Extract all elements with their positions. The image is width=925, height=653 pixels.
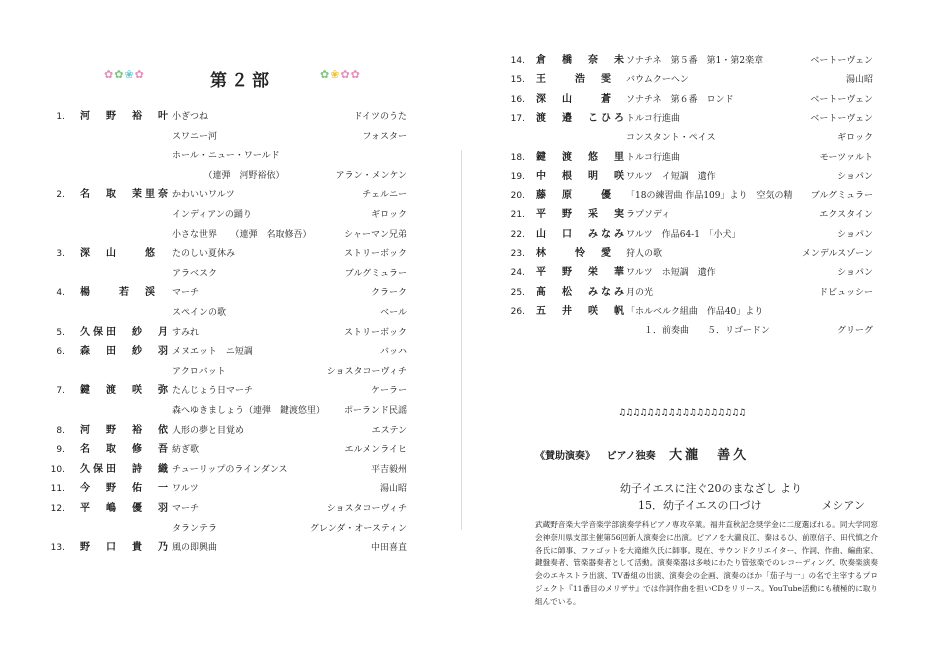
performer-name: 森 田 紗 羽 [80,346,171,358]
performer-name: 河 野 裕 依 [80,424,171,436]
program-row [0,363,462,381]
piece-title: ワルツ ホ短調 遺作 [626,268,716,279]
composer-name: ベートーヴェン [810,113,873,124]
performer-name: 久保田 詩 織 [80,463,171,475]
piece-title: アクロバット [172,366,226,377]
program-number: 3. [56,249,65,260]
composer-name: ギロック [371,210,407,220]
program-number: 13. [50,543,65,554]
left-page [0,0,462,653]
composer-name: ギロック [837,133,873,144]
composer-name: ブルグミュラー [810,191,873,202]
piece-title: コンスタント・ペイス [626,133,716,144]
composer-name: 平吉毅州 [370,464,407,475]
guest-instrument: ピアノ独奏 [606,451,656,462]
composer-name: チェルニー [362,190,407,201]
composer-name: グレンダ・オースティン [309,523,407,534]
piece-title: 小さな世界 （連弾 名取修吾） [172,229,312,240]
performer-name: 鍵 渡 悠 里 [536,151,627,163]
piece-title: たのしい夏休み [172,249,236,260]
program-row [463,168,925,186]
program-row [0,324,462,342]
program-row [0,206,462,224]
composer-name: クラーク [370,288,407,299]
composer-name: エクスタイン [819,210,873,221]
program-row [463,71,925,89]
program-row [0,265,462,283]
performer-name: 平 野 栄 華 [536,267,627,279]
program-row [0,186,462,204]
composer-name: ショパン [837,171,873,182]
piece-title: 紡ぎ歌 [172,445,200,456]
piece-title: ワルツ [172,484,199,495]
performer-name: 王 浩 雯 [536,74,614,86]
piece-title: マーチ [172,504,200,514]
composer-name: メンデルスゾーン [801,249,873,259]
program-row [463,110,925,128]
composer-name: ドイツのうた [353,112,407,122]
program-row [0,520,462,538]
composer-name: ショスタコーヴィチ [326,504,407,514]
guest-work-title: 幼子イエスに注ぐ20のまなざし より [620,482,803,495]
program-row [0,226,462,244]
program-row [0,245,462,263]
program-number: 16. [510,94,525,105]
program-row [463,206,925,224]
piece-title: トルコ行進曲 [626,152,681,163]
composer-name: モーツァルト [819,152,873,163]
program-number: 5. [56,327,65,338]
composer-name: ドビュッシー [818,287,873,298]
piece-title: ワルツ 作品64-1 「小犬」 [626,229,741,240]
piece-title: チューリップのラインダンス [172,464,288,475]
program-row [463,322,925,340]
piece-title: ラプソディ [626,210,671,221]
program-number: 24. [510,268,525,279]
piece-title: 「18の練習曲 作品109」より 空気の精 [626,191,793,202]
piece-title: バウムクーヘン [626,75,689,86]
piece-title: 人形の夢と目覚め [172,425,245,436]
program-row [463,91,925,109]
program-number: 26. [510,306,525,317]
program-number: 8. [56,425,65,436]
program-number: 25. [510,287,525,298]
program-row [463,264,925,282]
performer-name: 久保田 紗 月 [80,326,171,338]
page-title: 第２部 [210,71,273,91]
performer-name: 髙 松 みなみ [536,286,627,298]
piece-title: スワニー河 [172,131,218,142]
piece-title: ホール・ニュー・ワールド [172,151,280,162]
guest-label: 《賛助演奏》 [535,451,595,462]
composer-name: ベートーヴェン [810,94,873,105]
program-row [463,303,925,321]
program-row [0,167,462,185]
piece-title: （連弾 河野裕依） [172,170,285,181]
guest-biography: 武蔵野音楽大学音楽学部演奏学科ピアノ専攻卒業。福井直秋記念奨学金に二度選ばれる。同大学同窓会神奈川県支部主催第56回新人演奏会に出演。ピアノを大瀧良江、秦はるひ、前原信子、田代慎之介各氏に師事、ファゴットを大滝維久氏に師事。現在、サウンドクリエイター、作詞、作曲、編曲家、鍵盤奏者、管楽器奏者として活動。演奏楽器は多岐にわたり管弦楽でのレコーディング、吹奏楽演奏会のエキストラ出演、TV番組の出演、演奏会の企画、演奏のほか「茄子与一」の名で主宰するプロジェクト『11番目のメリザサ』では作詞作曲を担いCDをリリース。YouTube活動にも積極的に取り組んでいる。 [535,520,878,606]
composer-name: ベール [380,308,407,318]
program-row [463,226,925,244]
composer-name: フォスター [362,131,407,142]
piece-title: 風の即興曲 [172,543,218,554]
program-row [0,108,462,126]
performer-name: 山 口 みなみ [536,228,627,240]
piece-title: アラベスク [172,268,218,279]
program-row [0,304,462,322]
guest-work-composer: メシアン [821,499,865,512]
composer-name: ストリーボック [343,249,407,260]
performer-name: 楊 若 渓 [80,287,158,299]
piece-title: ソナチネ 第５番 第1・第2楽章 [626,56,764,66]
composer-name: 中田喜直 [370,543,407,554]
performer-name: 深 山 悠 [80,248,158,260]
program-row [0,539,462,557]
program-row [463,245,925,263]
composer-name: ケーラー [370,386,407,397]
performer-name: 中 根 明 咲 [536,170,627,182]
composer-name: グリーグ [836,326,873,337]
guest-performance [535,444,749,463]
performer-name: 深 山 蒼 [536,93,614,105]
composer-name: 湯山昭 [845,75,873,86]
program-number: 4. [56,288,65,299]
piece-title: 森へゆきましょう（連弾 鍵渡悠里） [172,406,326,416]
piece-title: たんじょう日マーチ [172,386,254,397]
performer-name: 渡 邉 こひろ [536,112,627,124]
program-row [0,500,462,518]
composer-name: ポーランド民謡 [343,406,407,416]
program-row [0,461,462,479]
program-number: 20. [510,191,525,202]
composer-name: エステン [371,425,407,436]
program-number: 1. [56,112,65,122]
program-number: 21. [510,210,525,221]
program-number: 11. [50,484,65,495]
piece-title: スペインの歌 [172,308,227,318]
performer-name: 鍵 渡 咲 弥 [80,385,171,397]
piece-title: タランテラ [172,523,218,534]
program-row [0,382,462,400]
piece-title: 月の光 [626,287,654,298]
composer-name: 湯山昭 [379,484,407,495]
composer-name: ストリーボック [343,327,407,338]
performer-name: 名 取 茉里奈 [80,189,171,201]
program-number: 12. [50,504,65,514]
performer-name: 名 取 修 吾 [80,444,171,456]
piece-title: すみれ [172,327,200,338]
program-number: 18. [510,152,525,163]
flower-decoration-right-icon: ✿❀✿✿ [320,68,361,81]
composer-name: ブルグミュラー [344,268,407,279]
performer-name: 藤 原 優 [536,190,614,202]
piece-title: トルコ行進曲 [626,113,681,124]
program-number: 15. [510,75,525,86]
composer-name: アラン・メンケン [335,170,407,181]
piece-title: 小ぎつね [172,112,209,122]
composer-name: バッハ [379,347,407,358]
right-page [463,0,925,653]
guest-performer: 大瀧 善久 [669,448,750,463]
piece-title: メヌエット ニ短調 [172,347,253,358]
performer-name: 倉 橋 奈 未 [536,55,627,66]
performer-name: 五 井 咲 帆 [536,305,627,317]
performer-name: 平 嶋 優 羽 [80,503,171,514]
piece-title: ソナチネ 第６番 ロンド [626,94,734,105]
piece-title: １．前奏曲 ５．リゴードン [626,326,770,337]
program-row [463,187,925,205]
program-row [0,422,462,440]
program-number: 19. [510,171,525,182]
piece-title: 狩人の歌 [626,249,663,259]
program-row [0,480,462,498]
program-row [463,284,925,302]
program-row [0,402,462,420]
music-notes-divider: ♫♫♫♫♫♫♫♫♫♫♫♫♫♫♫♫♫♫ [618,408,746,418]
performer-name: 今 野 佑 一 [80,483,171,495]
guest-work-movement: 15．幼子イエスの口づけ [638,499,762,512]
performer-name: 平 野 采 実 [536,209,627,221]
program-row [0,441,462,459]
composer-name: ベートーヴェン [810,56,873,66]
program-row [463,52,925,70]
program-number: 9. [56,445,65,456]
composer-name: ショパン [837,268,873,279]
performer-name: 林 怜 愛 [536,248,614,259]
program-number: 10. [50,464,65,475]
program-row [0,128,462,146]
composer-name: ショスタコーヴィチ [326,366,407,377]
composer-name: ショパン [837,229,873,240]
program-number: 7. [56,386,65,397]
piece-title: 「ホルベルク組曲 作品40」より [626,306,764,317]
program-number: 2. [56,190,65,201]
program-row [463,149,925,167]
flower-decoration-left-icon: ✿✿❀✿ [104,68,145,81]
program-row [0,147,462,165]
piece-title: マーチ [172,288,200,299]
composer-name: エルメンライヒ [344,445,407,456]
performer-name: 野 口 貴 乃 [80,542,171,554]
piece-title: インディアンの踊り [172,210,252,220]
program-number: 14. [510,56,525,66]
program-row [0,284,462,302]
program-number: 6. [56,347,65,358]
program-number: 23. [510,249,525,259]
program-number: 22. [510,229,525,240]
performer-name: 河 野 裕 叶 [80,111,171,122]
program-row [0,343,462,361]
program-row [463,129,925,147]
composer-name: シャーマン兄弟 [344,229,407,240]
program-number: 17. [510,113,525,124]
piece-title: かわいいワルツ [172,190,235,201]
piece-title: ワルツ イ短調 遺作 [626,171,716,182]
